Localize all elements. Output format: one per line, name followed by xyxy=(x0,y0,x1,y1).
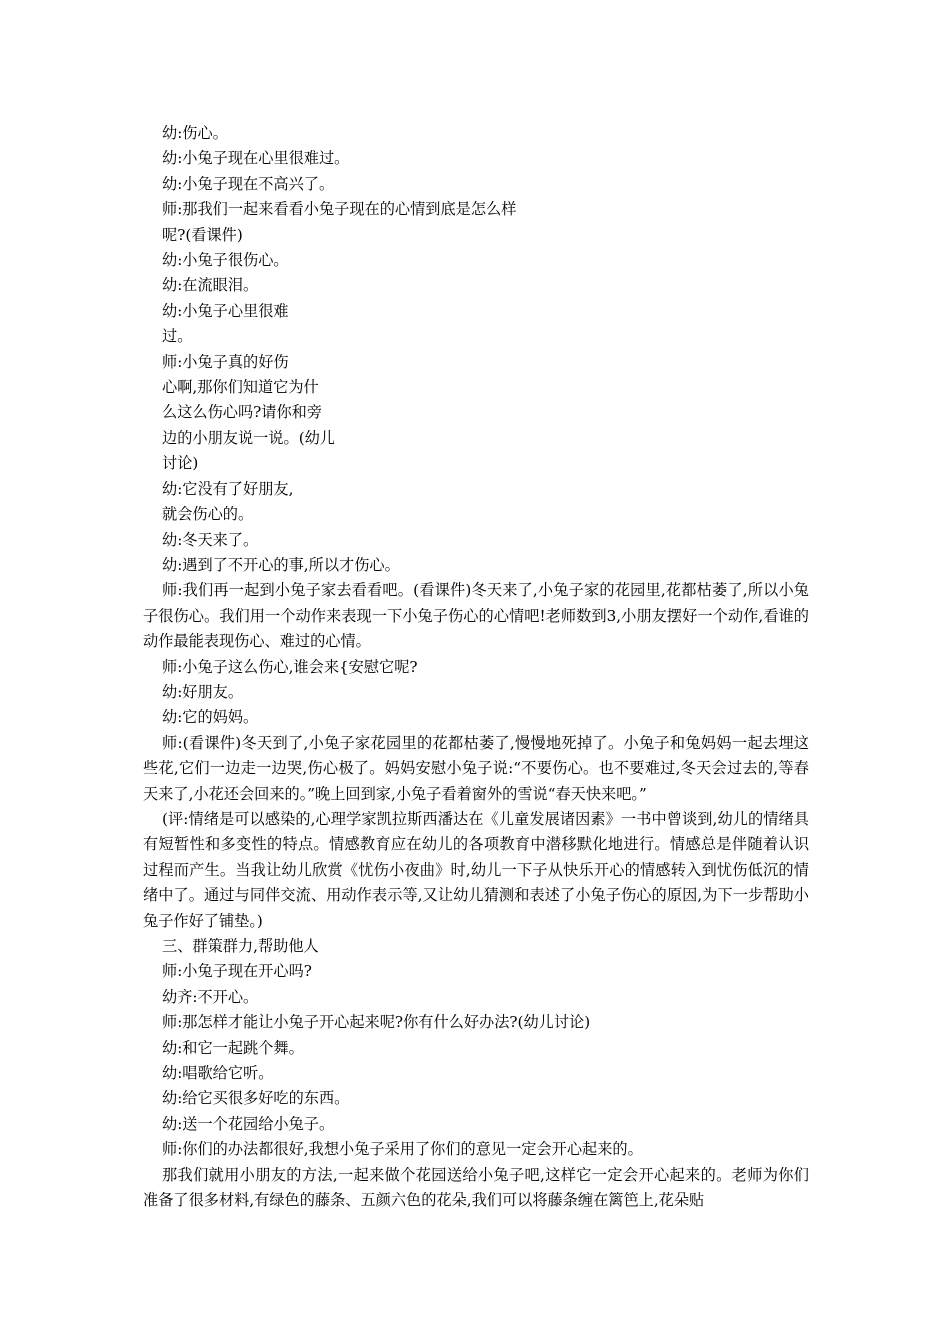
dialogue-line: 幼:它的妈妈。 xyxy=(162,708,259,727)
dialogue-line: 幼齐:不开心。 xyxy=(162,987,259,1006)
dialogue-line: 幼:给它买很多好吃的东西。 xyxy=(162,1089,350,1108)
dialogue-line: 讨论) xyxy=(162,454,199,473)
section-heading: 三、群策群力,帮助他人 xyxy=(162,937,319,955)
dialogue-line: 幼:唱歌给它听。 xyxy=(162,1064,274,1083)
document-body xyxy=(143,121,809,1213)
dialogue-line: 过。 xyxy=(162,327,193,346)
dialogue-line: 边的小朋友说一说。(幼儿 xyxy=(162,428,335,447)
dialogue-line: 幼:伤心。 xyxy=(162,124,228,142)
dialogue-line: 幼:在流眼泪。 xyxy=(162,276,259,295)
commentary-paragraph: (评:情绪是可以感染的,心理学家凯拉斯西潘达在《儿童发展诸因素》一书中曾谈到,幼儿的情绪具有短暂性和多变性的特点。情感教育应在幼儿的各项教育中潜移默化地进行。情感总是伴随着认识过程而产生。当我让幼儿欣赏《忧伤小夜曲》时,幼儿一下子从快乐开心的情感转入到忧伤低沉的情绪中了。通过与同伴交流、用动作表示等,又让幼儿猜测和表述了小兔子伤心的原因,为下一步帮助小兔子作好了铺垫。) xyxy=(143,809,809,930)
teacher-paragraph: 师:我们再一起到小兔子家去看看吧。(看课件)冬天来了,小兔子家的花园里,花都枯萎了,所以小兔子很伤心。我们用一个动作来表现一下小兔子伤心的心情吧!老师数到3,小朋友摆好一个动作,看谁的动作最能表现伤心、难过的心情。 xyxy=(143,581,809,651)
body-paragraph: 那我们就用小朋友的方法,一起来做个花园送给小兔子吧,这样它一定会开心起来的。老师为你们准备了很多材料,有绿色的藤条、五颜六色的花朵,我们可以将藤条缠在篱笆上,花朵贴 xyxy=(143,1165,809,1210)
dialogue-line: 么这么伤心吗?请你和旁 xyxy=(162,403,323,422)
dialogue-line: 幼:小兔子心里很难 xyxy=(162,301,289,320)
dialogue-line: 幼:小兔子现在心里很难过。 xyxy=(162,149,350,168)
dialogue-line: 师:小兔子这么伤心,谁会来{安慰它呢? xyxy=(162,657,418,676)
dialogue-line: 就会伤心的。 xyxy=(162,505,254,524)
dialogue-line: 师:那我们一起来看看小兔子现在的心情到底是怎么样 xyxy=(162,200,517,219)
dialogue-line: 幼:小兔子现在不高兴了。 xyxy=(162,174,335,193)
dialogue-line: 心啊,那你们知道它为什 xyxy=(162,378,319,397)
dialogue-line: 呢?(看课件) xyxy=(162,225,243,244)
teacher-paragraph: 师:(看课件)冬天到了,小兔子家花园里的花都枯萎了,慢慢地死掉了。小兔子和兔妈妈一起去埋这些花,它们一边走一边哭,伤心极了。妈妈安慰小兔子说:“不要伤心。也不要难过,冬天会过去的,等春天来了,小花还会回来的。”晚上回到家,小兔子看着窗外的雪说“春天快来吧。” xyxy=(143,733,809,803)
dialogue-line: 师:小兔子现在开心吗? xyxy=(162,962,312,981)
dialogue-line: 幼:遇到了不开心的事,所以才伤心。 xyxy=(162,555,400,574)
dialogue-line: 师:小兔子真的好伤 xyxy=(162,352,289,371)
dialogue-line: 幼:好朋友。 xyxy=(162,682,244,701)
dialogue-line: 幼:它没有了好朋友, xyxy=(162,479,294,498)
dialogue-line: 师:你们的办法都很好,我想小兔子采用了你们的意见一定会开心起来的。 xyxy=(162,1140,643,1159)
dialogue-line: 幼:送一个花园给小兔子。 xyxy=(162,1114,335,1133)
dialogue-line: 师:那怎样才能让小兔子开心起来呢?你有什么好办法?(幼儿讨论) xyxy=(162,1013,591,1032)
dialogue-line: 幼:冬天来了。 xyxy=(162,530,259,549)
dialogue-line: 幼:和它一起跳个舞。 xyxy=(162,1038,304,1057)
dialogue-line: 幼:小兔子很伤心。 xyxy=(162,251,289,270)
